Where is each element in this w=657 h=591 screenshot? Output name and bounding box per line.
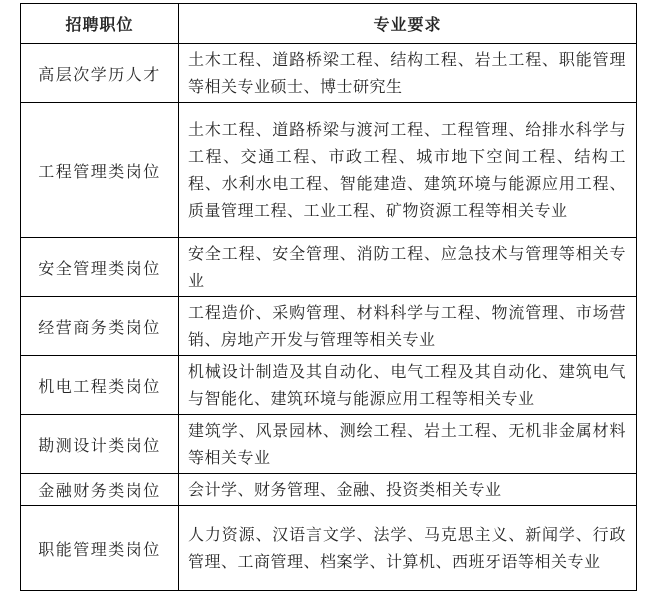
requirements-cell: 建筑学、风景园林、测绘工程、岩土工程、无机非金属材料等相关专业 (179, 415, 637, 474)
position-cell: 工程管理类岗位 (21, 103, 179, 238)
position-cell: 金融财务类岗位 (21, 474, 179, 506)
position-cell: 安全管理类岗位 (21, 238, 179, 297)
table-row (21, 297, 637, 356)
table-row (21, 103, 637, 238)
column-header-position: 招聘职位 (21, 4, 179, 44)
position-cell: 经营商务类岗位 (21, 297, 179, 356)
requirements-cell: 人力资源、汉语言文学、法学、马克思主义、新闻学、行政管理、工商管理、档案学、计算机、西班牙语等相关专业 (179, 506, 637, 591)
column-header-requirements: 专业要求 (179, 4, 637, 44)
position-cell: 勘测设计类岗位 (21, 415, 179, 474)
table-row (21, 415, 637, 474)
requirements-cell: 机械设计制造及其自动化、电气工程及其自动化、建筑电气与智能化、建筑环境与能源应用工程等相关专业 (179, 356, 637, 415)
table-header-row (21, 4, 637, 44)
requirements-cell: 土木工程、道路桥梁工程、结构工程、岩土工程、职能管理等相关专业硕士、博士研究生 (179, 44, 637, 103)
position-cell: 机电工程类岗位 (21, 356, 179, 415)
position-cell: 职能管理类岗位 (21, 506, 179, 591)
requirements-cell: 会计学、财务管理、金融、投资类相关专业 (179, 474, 637, 506)
table-row (21, 356, 637, 415)
table-row (21, 506, 637, 591)
recruitment-table (20, 3, 637, 591)
table-row (21, 44, 637, 103)
requirements-cell: 土木工程、道路桥梁与渡河工程、工程管理、给排水科学与工程、交通工程、市政工程、城市地下空间工程、结构工程、水利水电工程、智能建造、建筑环境与能源应用工程、质量管理工程、工业工程、矿物资源工程等相关专业 (179, 103, 637, 238)
position-cell: 高层次学历人才 (21, 44, 179, 103)
requirements-cell: 工程造价、采购管理、材料科学与工程、物流管理、市场营销、房地产开发与管理等相关专业 (179, 297, 637, 356)
table-row (21, 238, 637, 297)
requirements-cell: 安全工程、安全管理、消防工程、应急技术与管理等相关专业 (179, 238, 637, 297)
table-row (21, 474, 637, 506)
